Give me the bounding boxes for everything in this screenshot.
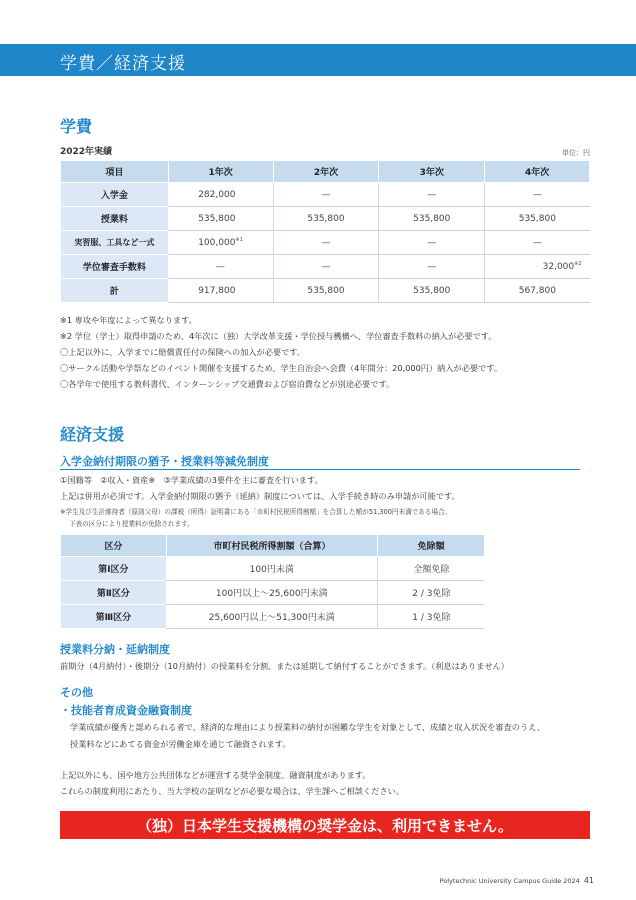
col-header: 3年次: [379, 161, 485, 183]
page-footer: [440, 876, 594, 885]
cell: —: [273, 255, 379, 279]
other-title: その他: [60, 686, 93, 699]
cell: 100円未満: [166, 557, 378, 581]
guide-title: Polytechnic University Campus Guide 2024: [439, 877, 580, 885]
row-label: 入学金: [61, 183, 169, 207]
cell: 2 / 3免除: [378, 581, 485, 605]
cell: 535,800: [273, 279, 379, 303]
col-header: 免除額: [378, 535, 485, 557]
cell-value: 100,000: [198, 238, 236, 248]
table-row: [61, 581, 485, 605]
footnote-mark: ※1: [235, 237, 243, 243]
installment-text: 前期分（4月納付）・後期分（10月納付）の授業料を分割、または延期して納付することができます。（利息はありません）: [60, 661, 509, 671]
row-label: 計: [61, 279, 169, 303]
fees-heading: 学費: [60, 117, 93, 136]
fee-note: ※1 専攻や年度によって異なります。: [60, 315, 197, 325]
cell: 917,800: [168, 279, 273, 303]
cell: —: [273, 183, 379, 207]
cell: —: [168, 255, 273, 279]
cell: —: [485, 231, 590, 255]
exemption-small-note: ※学生及び生計維持者（原則父母）の課税（所得）証明書にある「市町村民税所得割額」を合算した額が51,300円未満である場合、: [60, 508, 452, 516]
row-label: 第Ⅰ区分: [61, 557, 167, 581]
table-row: [61, 605, 485, 629]
col-header: 市町村民税所得割額（合算）: [166, 535, 378, 557]
cell: [168, 231, 273, 255]
exemption-title: 入学金納付期限の猶予・授業料等減免制度: [60, 455, 269, 468]
cell: 282,000: [168, 183, 273, 207]
cell: [485, 255, 590, 279]
section-title: 学費／経済支援: [60, 54, 186, 74]
exemption-small-note: 下表の区分により授業料が免除されます。: [69, 520, 194, 528]
exemption-line: ①国籍等 ②収入・資産※ ③学業成績の3要件を主に審査を行います。: [60, 475, 323, 485]
cell: 1 / 3免除: [378, 605, 485, 629]
warning-text: （独）日本学生支援機構の奨学金は、利用できません。: [137, 817, 513, 835]
cell: 全額免除: [378, 557, 485, 581]
cell: 100円以上～25,600円未満: [166, 581, 378, 605]
title-divider: [60, 469, 580, 470]
col-header: 4年次: [485, 161, 590, 183]
cell: —: [379, 255, 485, 279]
table-row: [61, 557, 485, 581]
table-row: [61, 183, 590, 207]
row-label: 第Ⅲ区分: [61, 605, 167, 629]
cell: —: [379, 183, 485, 207]
row-label: 授業料: [61, 207, 169, 231]
table-row: [61, 255, 590, 279]
table-row: [61, 231, 590, 255]
cell: —: [485, 183, 590, 207]
fees-subheading: 2022年実績: [60, 147, 113, 157]
fees-table: [60, 160, 590, 303]
fee-note: 〇サークル活動や学祭などのイベント開催を支援するため、学生自治会へ会費（4年間分：20,000円）納入が必要です。: [60, 363, 503, 373]
cell: 535,800: [379, 279, 485, 303]
loan-text: 授業料などにあてる資金が労働金庫を通じて融資されます。: [70, 739, 291, 749]
cell: 535,800: [379, 207, 485, 231]
cell: 25,600円以上～51,300円未満: [166, 605, 378, 629]
cell: 535,800: [168, 207, 273, 231]
col-header: 項目: [61, 161, 169, 183]
section-header: [0, 44, 636, 76]
support-heading: 経済支援: [60, 425, 125, 444]
loan-title: ・技能者育成資金融資制度: [60, 704, 192, 717]
cell: 535,800: [273, 207, 379, 231]
installment-title: 授業料分納・延納制度: [60, 643, 170, 656]
row-label: 実習服、工具など一式: [61, 231, 169, 255]
table-row: [61, 207, 590, 231]
row-label: 第Ⅱ区分: [61, 581, 167, 605]
unit-label: 単位：円: [562, 149, 590, 157]
fee-note: 〇上記以外に、入学までに賠償責任付の保険への加入が必要です。: [60, 347, 305, 357]
cell: —: [273, 231, 379, 255]
cell-value: 32,000: [542, 262, 575, 272]
exemption-table: [60, 534, 485, 629]
fee-note: ※2 学位（学士）取得申請のため、4年次に（独）大学改革支援・学位授与機構へ、学位審査手数料の納入が必要です。: [60, 331, 497, 341]
cell: —: [379, 231, 485, 255]
table-row: [61, 279, 590, 303]
row-label: 学位審査手数料: [61, 255, 169, 279]
closing-text: 上記以外にも、国や地方公共団体などが運営する奨学金制度、融資制度があります。: [60, 770, 371, 780]
cell: 567,800: [485, 279, 590, 303]
scholarship-warning-banner: [60, 811, 590, 839]
col-header: 2年次: [273, 161, 379, 183]
closing-text: これらの制度利用にあたり、当大学校の証明などが必要な場合は、学生課へご相談ください。: [60, 786, 404, 796]
page-number: 41: [583, 876, 594, 885]
fee-note: 〇各学年で使用する教科書代、インターンシップ交通費および宿泊費などが別途必要です。: [60, 379, 395, 389]
col-header: 区分: [61, 535, 167, 557]
exemption-line: 上記は併用が必須です。入学金納付期限の猶予（延納）制度については、入学手続き時のみ申請が可能です。: [60, 491, 460, 501]
col-header: 1年次: [168, 161, 273, 183]
cell: 535,800: [485, 207, 590, 231]
footnote-mark: ※2: [574, 261, 582, 267]
loan-text: 学業成績が優秀と認められる者で、経済的な理由により授業料の納付が困難な学生を対象として、成績と収入状況を審査のうえ、: [70, 722, 546, 732]
